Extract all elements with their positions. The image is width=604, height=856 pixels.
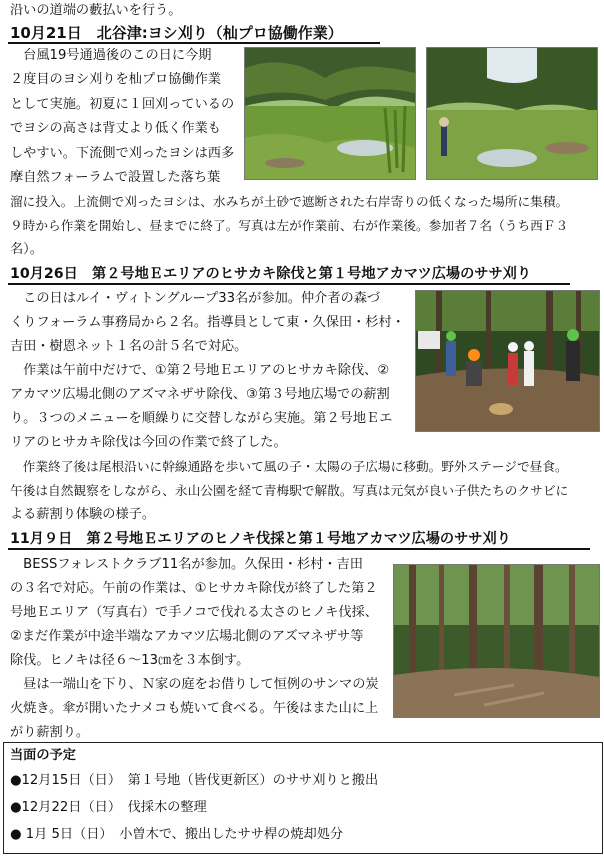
section3-line-2: の３名で対応。午前の作業は、①ヒサカキ除伐が終了した第２ — [10, 581, 378, 596]
section3-heading-underline — [8, 548, 590, 550]
section1-heading: 10月21日 北谷津:ヨシ刈り（杣プロ協働作業） — [10, 24, 343, 42]
section1-line-3: として実施。初夏に１回刈っているの — [10, 97, 235, 112]
intro-line: 沿いの道端の藪払いを行う。 — [10, 3, 182, 18]
section1-line-4: でヨシの高さは背丈より低く作業も — [10, 121, 221, 136]
section2-line-4: 作業は午前中だけで、①第２号地Ｅエリアのヒサカキ除伐、② — [10, 363, 390, 378]
section3-line-8: がり薪割り。 — [10, 725, 90, 740]
section2-heading-underline — [8, 283, 570, 285]
section2-line-8: 作業終了後は尾根沿いに幹線通路を歩いて風の子・太陽の子広場に移動。野外ステージで昼食。 — [10, 459, 568, 474]
section2-line-2: くりフォーラム事務局から２名。指導員として東・久保田・杉村・ — [10, 315, 405, 330]
photo-wood-splitting — [415, 290, 600, 432]
section1-line-8: ９時から作業を開始し、昼までに終了。写真は左が作業前、右が作業後。参加者７名（うち西Ｆ３ — [10, 218, 569, 233]
photo-reed-after — [426, 47, 598, 180]
section2-line-10: よる薪割り体験の様子。 — [10, 507, 156, 522]
schedule-item-2: ●12月22日（日） 伐採木の整理 — [10, 800, 207, 815]
section2-line-6: り。３つのメニューを順繰りに交替しながら実施。第２号地Ｅエ — [10, 411, 393, 426]
section1-heading-underline — [8, 42, 380, 44]
section3-line-3: 号地Ｅエリア（写真右）で手ノコで伐れる太さのヒノキ伐採、 — [10, 605, 378, 620]
schedule-box — [3, 742, 603, 854]
section3-heading: 11月９日 第２号地Ｅエリアのヒノキ伐採と第１号地アカマツ広場のササ刈り — [10, 531, 511, 547]
photo-reed-before — [244, 47, 416, 180]
section2-line-7: リアのヒサカキ除伐は今回の作業で終了した。 — [10, 435, 287, 450]
schedule-item-1: ●12月15日（日） 第１号地（皆伐更新区）のササ刈りと搬出 — [10, 773, 379, 788]
section1-line-2: ２度目のヨシ刈りを杣プロ協働作業 — [10, 72, 221, 87]
section1-line-9: 名）。 — [10, 242, 43, 257]
section3-line-6: 昼は一端山を下り、Ｎ家の庭をお借りして恒例のサンマの炭 — [10, 677, 379, 692]
section1-line-5: しやすい。下流側で刈ったヨシは西多 — [10, 146, 235, 161]
section2-heading: 10月26日 第２号地Ｅエリアのヒサカキ除伐と第１号地アカマツ広場のササ刈り — [10, 266, 532, 282]
section2-line-5: アカマツ広場北側のアズマネザサ除伐、③第３号地広場での薪割 — [10, 387, 390, 402]
section3-line-1: BESSフォレストクラブ11名が参加。久保田・杉村・吉田 — [10, 557, 363, 572]
section2-line-3: 吉田・樹恩ネット１名の計５名で対応。 — [10, 339, 248, 354]
schedule-item-3: ● 1月 5日（日） 小曽木で、搬出したササ桿の焼却処分 — [10, 827, 344, 842]
section3-line-4: ②まだ作業が中途半端なアカマツ広場北側のアズマネザサ等 — [10, 629, 364, 644]
section1-line-7: 溜に投入。上流側で刈ったヨシは、水みちが土砂で遮断された右岸寄りの低くなった場所に集積。 — [10, 194, 569, 209]
section2-line-9: 午後は自然観察をしながら、永山公園を経て青梅駅で解散。写真は元気が良い子供たちのクサビに — [10, 483, 569, 498]
section1-line-6: 摩自然フォーラムで設置した落ち葉 — [10, 170, 221, 185]
section3-line-5: 除伐。ヒノキは径６～13㎝を３本倒す。 — [10, 653, 250, 668]
section3-line-7: 火焼き。傘が開いたナメコも焼いて食べる。午後はまた山に上 — [10, 701, 379, 716]
photo-hinoki-forest — [393, 564, 600, 718]
section1-line-1: 台風19号通過後のこの日に今期 — [10, 48, 212, 63]
schedule-title: 当面の予定 — [10, 748, 76, 763]
section2-line-1: この日はルイ・ヴィトングループ33名が参加。仲介者の森づ — [10, 291, 381, 306]
